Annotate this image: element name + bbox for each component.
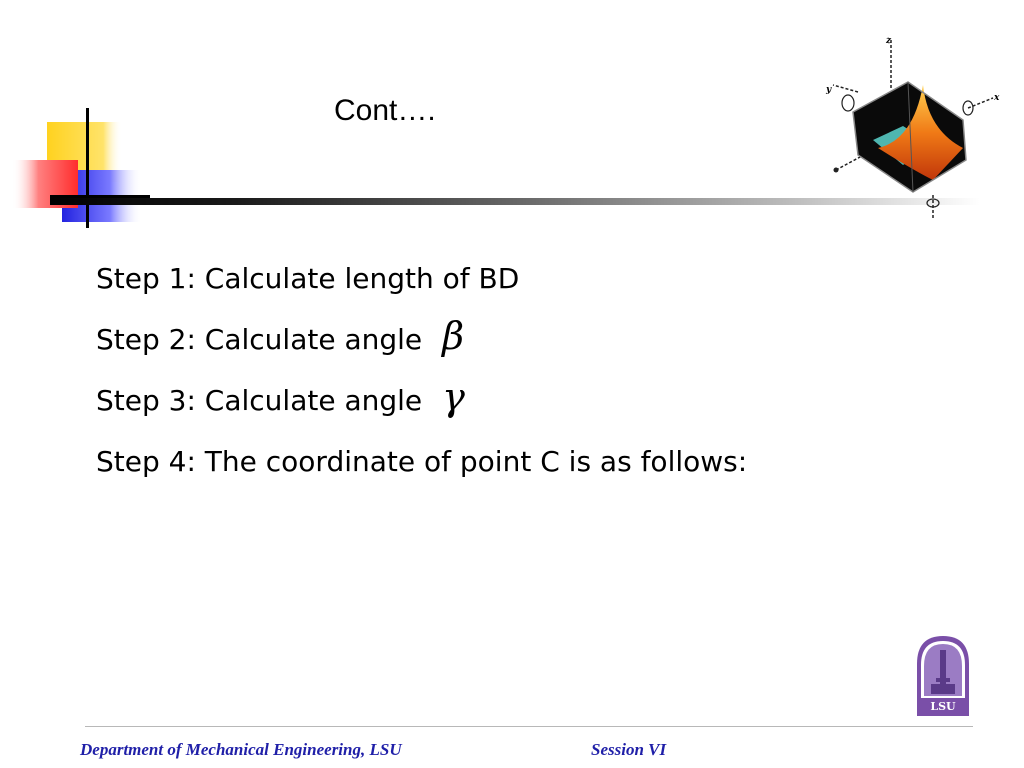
step-text: Step 4: The coordinate of point C is as follows:	[96, 445, 748, 478]
step-text: Step 1: Calculate length of BD	[96, 262, 520, 295]
z-axis-label: z	[886, 36, 892, 46]
step-text: Step 3: Calculate angle	[96, 384, 423, 417]
step-list	[96, 248, 747, 492]
gamma-symbol: γ	[442, 374, 465, 419]
step-text: Step 2: Calculate angle	[96, 323, 423, 356]
lsu-seal-icon	[913, 634, 973, 718]
seal-text: LSU	[930, 700, 956, 713]
x-axis-label: x	[994, 93, 1000, 103]
footer-department: Department of Mechanical Engineering, LSU	[80, 740, 402, 759]
y-axis-label: y	[826, 85, 832, 95]
footer-divider	[85, 726, 973, 727]
beta-symbol: β	[442, 313, 465, 358]
slide-title: Cont….	[334, 94, 436, 127]
step-item-1	[96, 248, 747, 309]
step-item-2	[96, 309, 747, 370]
step-item-4	[96, 431, 747, 492]
matlab-3d-cube-logo	[818, 30, 1008, 220]
footer-session: Session VI	[591, 740, 667, 759]
step-item-3	[96, 370, 747, 431]
